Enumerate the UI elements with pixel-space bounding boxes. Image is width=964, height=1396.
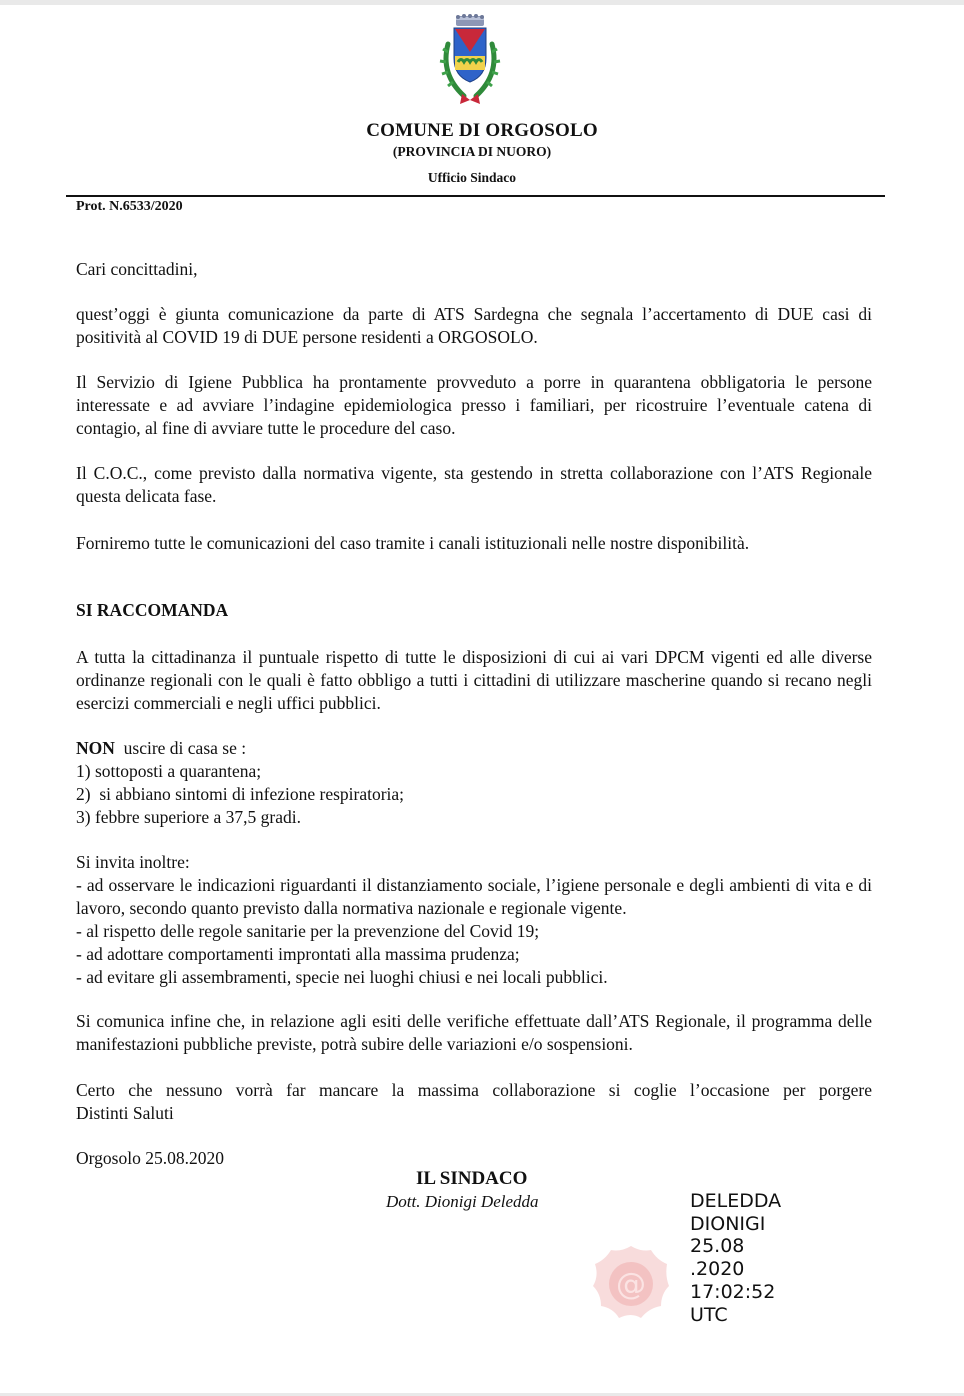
closing-line: Certo che nessuno vorrà far mancare la massima collaborazione si coglie l’occasione per porgere: [76, 1080, 872, 1100]
signatory-title: IL SINDACO: [416, 1168, 528, 1189]
list-item: - ad evitare gli assembramenti, specie nei luoghi chiusi e nei locali pubblici.: [76, 967, 608, 987]
paragraph-4: Forniremo tutte le comunicazioni del caso tramite i canali istituzionali nelle nostre disponibilità.: [76, 533, 750, 553]
signature-line: 17:02:52: [690, 1280, 776, 1303]
svg-text:@: @: [616, 1267, 646, 1302]
non-list: [76, 737, 872, 829]
paragraph-9: [76, 1079, 872, 1125]
paragraph-1: quest’oggi è giunta comunicazione da parte di ATS Sardegna che segnala l’accertamento di DUE casi di positività al COVID 19 di DUE persone residenti a ORGOSOLO.: [76, 304, 872, 347]
header-divider: [66, 195, 885, 197]
invita-intro: Si invita inoltre:: [76, 852, 190, 872]
protocol-number: Prot. N.6533/2020: [76, 199, 183, 214]
ufficio-label: Ufficio Sindaco: [427, 170, 517, 185]
municipal-crest-icon: [434, 14, 506, 110]
invita-list: [76, 851, 872, 989]
list-item: - al rispetto delle regole sanitarie per la prevenzione del Covid 19;: [76, 921, 540, 941]
signature-line: DELEDDA: [690, 1190, 782, 1212]
digital-signature-seal-icon: [589, 1242, 673, 1326]
comune-title: COMUNE DI ORGOSOLO: [366, 120, 598, 141]
list-item: 3) febbre superiore a 37,5 gradi.: [76, 807, 301, 827]
signatory-name: Dott. Dionigi Deledda: [386, 1192, 539, 1211]
paragraph-2: Il Servizio di Igiene Pubblica ha prontamente provveduto a porre in quarantena obbligatoria le persone interessate e ad avviare l’indagine epidemiologica presso i familiari, per ricostruire l’eventuale catena di contagio, al fine di avviare tutte le procedure del caso.: [76, 372, 872, 438]
paragraph-5: A tutta la cittadinanza il puntuale rispetto di tutte le disposizioni di cui ai vari DPCM vigenti ed alle diverse ordinanze regionali con le quali è fatto obbligo a tutti i cittadini di utilizzare mascherine quando si recano negli esercizi commerciali e negli uffici pubblici.: [76, 647, 872, 713]
paragraph-3: Il C.O.C., come previsto dalla normativa vigente, sta gestendo in stretta collaborazione con l’ATS Regionale questa delicata fase.: [76, 463, 872, 506]
paragraph-8: Si comunica infine che, in relazione agli esiti delle verifiche effettuate dall’ATS Regionale, il programma delle manifestazioni pubbliche previste, potrà subire delle variazioni e/o sospensioni.: [76, 1011, 872, 1054]
signature-line: 25.08: [690, 1235, 745, 1258]
greeting: Cari concittadini,: [76, 259, 198, 279]
list-item: 2) si abbiano sintomi di infezione respiratoria;: [76, 784, 405, 804]
list-item: - ad adottare comportamenti improntati alla massima prudenza;: [76, 944, 520, 964]
non-bold: NON: [76, 738, 115, 758]
signature-line: UTC: [690, 1303, 728, 1326]
list-item: 1) sottoposti a quarantena;: [76, 761, 262, 781]
closing-salutation: Distinti Saluti: [76, 1103, 174, 1123]
section-heading: SI RACCOMANDA: [76, 600, 229, 620]
list-item: - ad osservare le indicazioni riguardanti il distanziamento sociale, l’igiene personale e degli ambienti di vita e di lavoro, secondo quanto previsto dalla normativa nazionale e regionale vigente.: [76, 875, 872, 918]
signature-line: DIONIGI: [690, 1212, 766, 1235]
letter-date: Orgosolo 25.08.2020: [76, 1148, 224, 1168]
top-border: [0, 0, 964, 5]
digital-signature-text: [690, 1190, 781, 1326]
non-line: [76, 737, 872, 760]
signature-line: .2020: [690, 1258, 745, 1281]
non-rest: uscire di casa se :: [114, 738, 247, 758]
provincia-subtitle: (PROVINCIA DI NUORO): [392, 144, 552, 159]
